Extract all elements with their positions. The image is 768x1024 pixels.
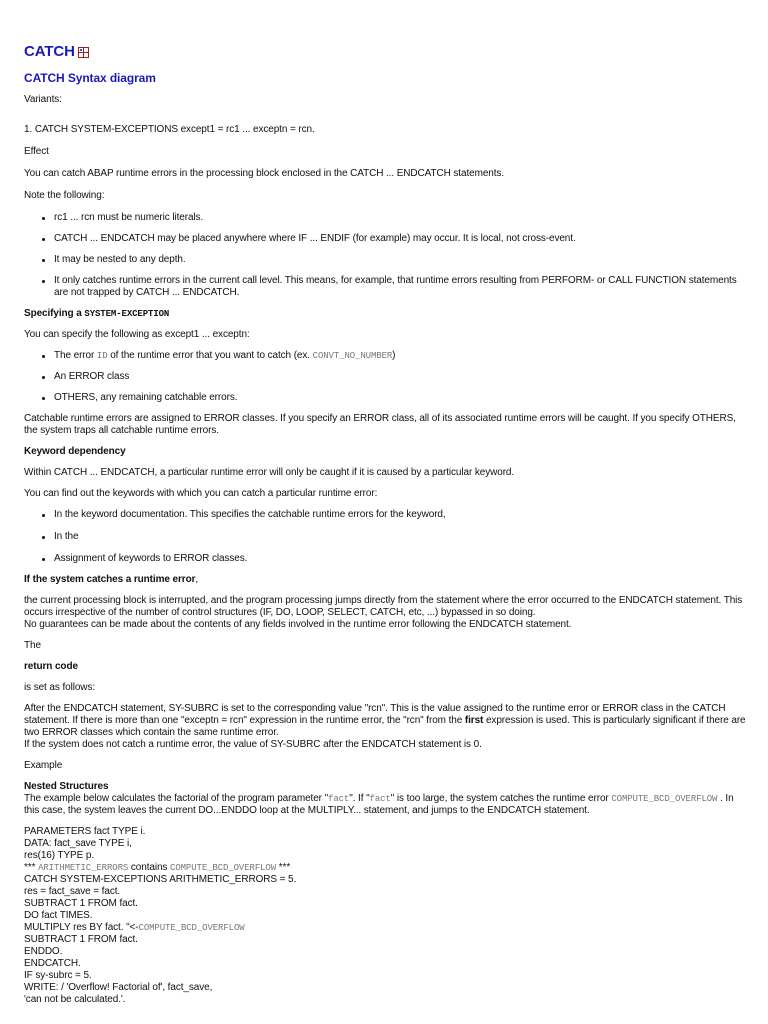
list-item: It may be nested to any depth. xyxy=(54,254,748,266)
keyword-text-2: You can find out the keywords with which you can catch a particular runtime error: xyxy=(24,488,378,499)
list-item: It only catches runtime errors in the current call level. This means, for example, that runtime errors resulting from PERFORM- or CALL FUNCTION statements are not trapped by CATCH ... ENDCATCH. xyxy=(54,275,748,299)
effect-label: Effect xyxy=(24,146,49,157)
page-title-text: CATCH xyxy=(24,42,75,60)
after-text: After the ENDCATCH statement, SY-SUBRC is set to the corresponding value "rcn". This is the value assigned to the runtime error or ERROR class in the CATCH statement. If there is more than one "exceptn = rcn" expression in the runtime error, the "rcn" from the first expression is used. This is particularly significant if there are two ERROR classes which contain the same runtime error. xyxy=(24,703,746,738)
interrupt-text: the current processing block is interrupted, and the program processing jumps directly from the statement where the error occurred to the ENDCATCH statement. This occurs irrespective of the number of control structures (IF, DO, LOOP, SELECT, CATCH, etc, ...) bypassed in so doing. xyxy=(24,595,743,618)
code-line: 'can not be calculated.'. xyxy=(24,994,126,1005)
if-catches-heading: If the system catches a runtime error, xyxy=(24,574,199,585)
code-line: res = fact_save = fact. xyxy=(24,886,121,897)
spec-list xyxy=(24,350,748,404)
list-item: In the keyword documentation. This specifies the catchable runtime errors for the keyword, xyxy=(54,509,748,521)
return-code-label: return code xyxy=(24,661,78,672)
code-line: IF sy-subrc = 5. xyxy=(24,970,92,981)
document-page xyxy=(24,40,748,1006)
nested-text: The example below calculates the factorial of the program parameter "fact". If "fact" is too large, the system catches the runtime error COMPUTE_BCD_OVERFLOW . In this case, the system leaves the current DO...ENDDO loop at the MULTIPLY... statement, and jumps to the ENDCATCH statement. xyxy=(24,793,734,816)
code-line: DATA: fact_save TYPE i, xyxy=(24,838,132,849)
page-title xyxy=(24,40,748,62)
code-example xyxy=(24,826,748,1006)
code-line: SUBTRACT 1 FROM fact. xyxy=(24,898,138,909)
list-item: rc1 ... rcn must be numeric literals. xyxy=(54,212,748,224)
effect-text: You can catch ABAP runtime errors in the processing block enclosed in the CATCH ... ENDCATCH statements. xyxy=(24,168,505,179)
nested-heading: Nested Structures xyxy=(24,781,109,792)
list-item: Assignment of keywords to ERROR classes. xyxy=(54,553,748,565)
code-line: DO fact TIMES. xyxy=(24,910,93,921)
code-line: *** ARITHMETIC_ERRORS contains COMPUTE_BCD_OVERFLOW *** xyxy=(24,862,291,873)
keyword-list xyxy=(24,509,748,565)
guarantee-text: No guarantees can be made about the contents of any fields involved in the runtime error following the ENDCATCH statement. xyxy=(24,619,572,630)
list-item: The error ID of the runtime error that you want to catch (ex. CONVT_NO_NUMBER) xyxy=(54,350,748,362)
code-line: MULTIPLY res BY fact. "<-COMPUTE_BCD_OVERFLOW xyxy=(24,922,245,933)
keyword-text-1: Within CATCH ... ENDCATCH, a particular runtime error will only be caught if it is caused by a particular keyword. xyxy=(24,467,515,478)
code-line: PARAMETERS fact TYPE i. xyxy=(24,826,146,837)
code-line: res(16) TYPE p. xyxy=(24,850,95,861)
spec-heading: Specifying a SYSTEM-EXCEPTION xyxy=(24,308,170,319)
spec-intro: You can specify the following as except1 ... exceptn: xyxy=(24,329,250,340)
list-item: OTHERS, any remaining catchable errors. xyxy=(54,392,748,404)
list-item: An ERROR class xyxy=(54,371,748,383)
variant-1: 1. CATCH SYSTEM-EXCEPTIONS except1 = rc1 ... exceptn = rcn. xyxy=(24,124,315,135)
code-line: ENDCATCH. xyxy=(24,958,81,969)
note-label: Note the following: xyxy=(24,190,105,201)
code-line: ENDDO. xyxy=(24,946,63,957)
example-label: Example xyxy=(24,760,63,771)
syntax-diagram-link[interactable]: CATCH Syntax diagram xyxy=(24,71,156,85)
not-catch-text: If the system does not catch a runtime error, the value of SY-SUBRC after the ENDCATCH statement is 0. xyxy=(24,739,482,750)
notes-list xyxy=(24,212,748,299)
list-item: CATCH ... ENDCATCH may be placed anywhere where IF ... ENDIF (for example) may occur. It is local, not cross-event. xyxy=(54,233,748,245)
keyword-heading: Keyword dependency xyxy=(24,446,126,457)
catchable-text: Catchable runtime errors are assigned to ERROR classes. If you specify an ERROR class, all of its associated runtime errors will be caught. If you specify OTHERS, the system traps all catchable runtime errors. xyxy=(24,413,736,436)
variants-label: Variants: xyxy=(24,94,62,105)
list-item: In the xyxy=(54,531,748,543)
code-line: CATCH SYSTEM-EXCEPTIONS ARITHMETIC_ERRORS = 5. xyxy=(24,874,297,885)
code-line: WRITE: / 'Overflow! Factorial of', fact_save, xyxy=(24,982,213,993)
set-as-follows: is set as follows: xyxy=(24,682,96,693)
the-label: The xyxy=(24,640,41,651)
table-icon[interactable] xyxy=(78,47,89,58)
code-line: SUBTRACT 1 FROM fact. xyxy=(24,934,138,945)
